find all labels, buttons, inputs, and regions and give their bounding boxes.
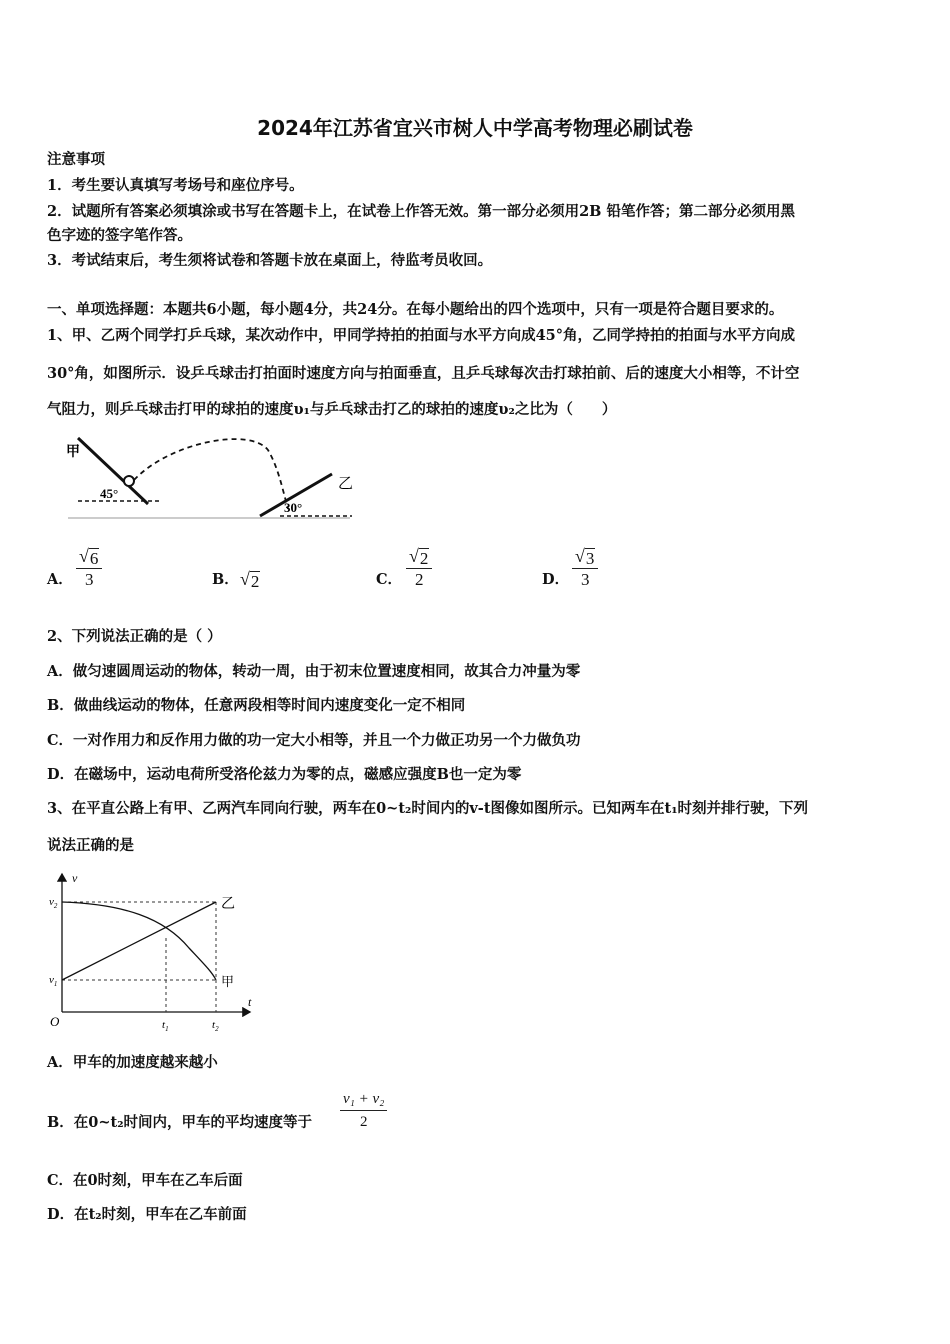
q1-c-num: 2 — [419, 549, 429, 568]
v2-label: $v_2$ — [49, 896, 58, 910]
q3-option-b[interactable]: B．在0~t₂时间内，甲车的平均速度等于 — [47, 1114, 313, 1131]
q3-option-d[interactable]: D．在t₂时刻，甲车在乙车前面 — [47, 1206, 247, 1223]
q1-option-d-value: √ 3 3 — [572, 546, 598, 591]
q1-line-2: 30°角，如图所示．设乒乓球击打拍面时速度方向与拍面垂直，且乒乓球每次击打球拍前、后的速度大小相等，不计空 — [47, 365, 800, 382]
q2-option-d[interactable]: D．在磁场中，运动电荷所受洛伦兹力为零的点，磁感应强度B也一定为零 — [47, 766, 522, 783]
section-heading: 一、单项选择题：本题共6小题，每小题4分，共24分。在每小题给出的四个选项中，只有一项是符合题目要求的。 — [47, 301, 784, 318]
q1-b-val: 2 — [250, 572, 260, 591]
q3-option-b-fraction — [340, 1088, 387, 1133]
notice-heading: 注意事项 — [47, 151, 105, 168]
axis-t-label: t — [248, 995, 252, 1009]
ball-trajectory — [134, 439, 288, 509]
q3-vt-graph — [44, 868, 264, 1032]
q3-b-num: v₁ + v₂ — [340, 1088, 387, 1111]
q1-c-den: 2 — [414, 570, 424, 589]
q1-figure — [60, 432, 360, 524]
q1-option-b-letter[interactable]: B． — [212, 571, 239, 588]
q1-line-3: 气阻力，则乒乓球击打甲的球拍的速度υ₁与乒乓球击打乙的球拍的速度υ₂之比为（ ） — [47, 401, 617, 418]
q3-line-1: 3、在平直公路上有甲、乙两汽车同向行驶，两车在0~t₂时间内的v-t图像如图所示。已知两车在t₁时刻并排行驶，下列 — [47, 800, 809, 817]
q1-option-b-value: √ 2 — [240, 569, 260, 591]
q2-option-a[interactable]: A．做匀速圆周运动的物体，转动一周，由于初末位置速度相同，故其合力冲量为零 — [47, 663, 581, 680]
notice-item-2: 2．试题所有答案必须填涂或书写在答题卡上，在试卷上作答无效。第一部分必须用2B 铅笔作答；第二部分必须用黑 — [47, 203, 795, 220]
q1-line-1: 1、甲、乙两个同学打乒乓球，某次动作中，甲同学持拍的拍面与水平方向成45°角，乙同学持拍的拍面与水平方向成 — [47, 327, 796, 344]
q3-b-den: 2 — [359, 1114, 368, 1130]
q3-option-a[interactable]: A．甲车的加速度越来越小 — [47, 1054, 218, 1071]
ball — [124, 476, 134, 486]
axis-v-label: v — [72, 871, 78, 885]
q1-a-den: 3 — [84, 570, 94, 589]
q3-line-2: 说法正确的是 — [47, 837, 134, 854]
v1-label: $v_1$ — [49, 974, 58, 988]
q1-a-num: 6 — [89, 549, 99, 568]
q2-option-c[interactable]: C．一对作用力和反作用力做的功一定大小相等，并且一个力做正功另一个力做负功 — [47, 732, 581, 749]
q1-option-a-value: √ 6 3 — [76, 546, 102, 591]
angle-jia: 45° — [100, 486, 119, 501]
q1-option-c-letter[interactable]: C． — [376, 571, 403, 588]
q2-option-b[interactable]: B．做曲线运动的物体，任意两段相等时间内速度变化一定不相同 — [47, 697, 466, 714]
label-jia: 甲 — [221, 974, 235, 989]
notice-item-1: 1．考生要认真填写考场号和座位序号。 — [47, 177, 304, 194]
q1-d-num: 3 — [585, 549, 595, 568]
q1-option-a-letter[interactable]: A． — [47, 571, 73, 588]
notice-item-2-cont: 色字迹的签字笔作答。 — [47, 227, 192, 244]
q1-option-d-letter[interactable]: D． — [542, 571, 570, 588]
q1-d-den: 3 — [580, 570, 590, 589]
origin-label: O — [50, 1014, 60, 1029]
angle-yi: 30° — [284, 500, 303, 515]
notice-item-3: 3．考试结束后，考生须将试卷和答题卡放在桌面上，待监考员收回。 — [47, 252, 493, 269]
q3-option-c[interactable]: C．在0时刻，甲车在乙车后面 — [47, 1172, 243, 1189]
label-yi: 乙 — [338, 476, 354, 492]
label-jia: 甲 — [66, 445, 80, 460]
page-title: 2024年江苏省宜兴市树人中学高考物理必刷试卷 — [257, 116, 693, 140]
q2-stem: 2、下列说法正确的是（ ） — [47, 628, 222, 645]
t2-label: $t_2$ — [212, 1019, 219, 1032]
q1-option-c-value: √ 2 2 — [406, 546, 432, 591]
t1-label: $t_1$ — [162, 1019, 169, 1032]
label-yi: 乙 — [221, 897, 235, 912]
